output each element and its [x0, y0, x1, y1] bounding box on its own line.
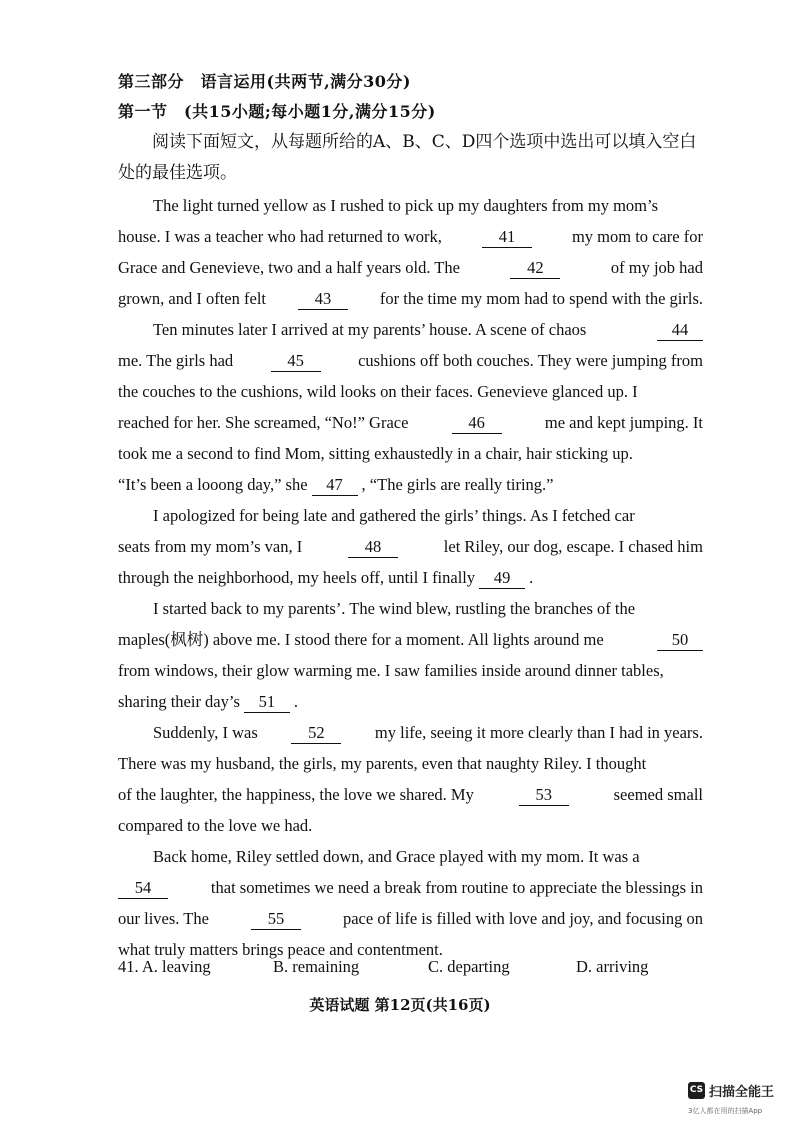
- answer-blank-45: 45: [271, 351, 321, 372]
- section-heading: 第一节 (共15小题;每小题1分,满分15分): [118, 102, 436, 121]
- page-footer: 英语试题 第12页(共16页): [309, 996, 491, 1014]
- answer-blank-46: 46: [452, 413, 502, 434]
- answer-blank-51: 51: [244, 692, 290, 713]
- answer-blank-42: 42: [510, 258, 560, 279]
- passage-line: compared to the love we had.: [118, 816, 313, 835]
- passage-line: grown, and I often felt 43 for the time my mom had to spend with the girls.: [118, 289, 703, 308]
- answer-blank-48: 48: [348, 537, 398, 558]
- passage-line: “It’s been a looong day,” she 47 , “The girls are really tiring.”: [118, 475, 554, 494]
- passage-line: There was my husband, the girls, my parents, even that naughty Riley. I thought: [118, 754, 647, 773]
- answer-blank-54: 54: [118, 878, 168, 899]
- passage-line: 54 that sometimes we need a break from routine to appreciate the blessings in: [118, 872, 703, 903]
- answer-blank-55: 55: [251, 909, 301, 930]
- passage-line: our lives. The 55 pace of life is filled with love and joy, and focusing on: [118, 909, 703, 928]
- option-b: B. remaining: [273, 957, 360, 976]
- answer-blank-53: 53: [519, 785, 569, 806]
- passage-line: I started back to my parents’. The wind blew, rustling the branches of the: [153, 599, 636, 618]
- passage-line: through the neighborhood, my heels off, until I finally 49 .: [118, 568, 534, 587]
- answer-blank-50: 50: [657, 630, 703, 651]
- passage-line: what truly matters brings peace and contentment.: [118, 940, 443, 959]
- instructions: 阅读下面短文，从每题所给的A、B、C、D四个选项中选出可以填入空白处的最佳选项。: [118, 132, 697, 183]
- passage-line: from windows, their glow warming me. I saw families inside around dinner tables,: [118, 661, 664, 680]
- scanner-watermark: [688, 1082, 788, 1122]
- passage-line: reached for her. She screamed, “No!” Grace 46 me and kept jumping. It: [118, 413, 703, 432]
- part-heading: 第三部分 语言运用(共两节,满分30分): [118, 72, 411, 91]
- answer-blank-47: 47: [312, 475, 358, 496]
- passage-line: The light turned yellow as I rushed to pick up my daughters from my mom’s: [153, 196, 658, 215]
- answer-blank-43: 43: [298, 289, 348, 310]
- option-d: D. arriving: [576, 957, 649, 976]
- watermark-tagline: 3亿人都在用的扫描App: [688, 1107, 763, 1115]
- passage-line: maples(枫树) above me. I stood there for a moment. All lights around me 50: [118, 624, 703, 655]
- passage-line: Grace and Genevieve, two and a half years old. The 42 of my job had: [118, 258, 703, 277]
- answer-blank-49: 49: [479, 568, 525, 589]
- answer-blank-41: 41: [482, 227, 532, 248]
- passage-line: I apologized for being late and gathered the girls’ things. As I fetched car: [153, 506, 635, 525]
- passage-line: the couches to the cushions, wild looks on their faces. Genevieve glanced up. I: [118, 382, 638, 401]
- passage-line: took me a second to find Mom, sitting exhaustedly in a chair, hair sticking up.: [118, 444, 633, 463]
- option-a: 41. A. leaving: [118, 957, 211, 976]
- passage-line: Back home, Riley settled down, and Grace played with my mom. It was a: [153, 847, 640, 866]
- answer-blank-44: 44: [657, 320, 703, 341]
- camscanner-icon: CS: [688, 1082, 705, 1099]
- passage-line: Ten minutes later I arrived at my parents’ house. A scene of chaos 44: [153, 314, 703, 345]
- answer-blank-52: 52: [291, 723, 341, 744]
- passage-line: house. I was a teacher who had returned to work, 41 my mom to care for: [118, 227, 703, 246]
- passage-line: sharing their day’s 51 .: [118, 692, 299, 711]
- passage-line: me. The girls had 45 cushions off both couches. They were jumping from: [118, 351, 703, 370]
- watermark-app-name: 扫描全能王: [709, 1085, 775, 1100]
- passage-line: Suddenly, I was 52 my life, seeing it more clearly than I had in years.: [153, 723, 703, 742]
- passage-line: seats from my mom’s van, I 48 let Riley, our dog, escape. I chased him: [118, 537, 703, 556]
- passage-line: of the laughter, the happiness, the love we shared. My 53 seemed small: [118, 785, 703, 804]
- option-c: C. departing: [428, 957, 510, 976]
